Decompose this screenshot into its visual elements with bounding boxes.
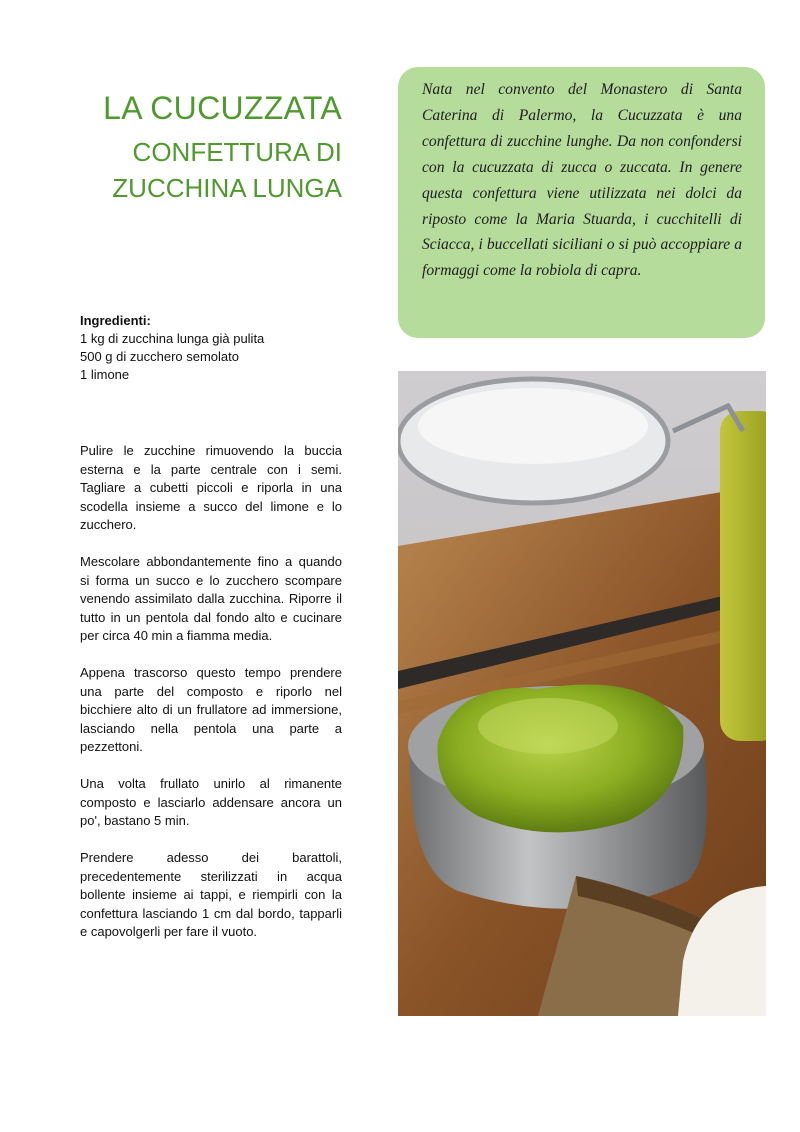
step-paragraph: Prendere adesso dei barattoli, precedentemente sterilizzati in acqua bollente insieme ai tappi, e riempirli con la confettura lasciando 1 cm dal bordo, tapparli e capovolgerli per fare il vuoto. <box>80 850 342 939</box>
subtitle-line-2: ZUCCHINA LUNGA <box>112 173 342 203</box>
jam-photo <box>398 371 766 1016</box>
step-paragraph: Mescolare abbondantemente fino a quando si forma un succo e lo zucchero scompare venendo assimilato dalla zucchina. Riporre il tutto in un pentola dal fondo alto e cucinare per circa 40 min a fiamma media. <box>80 554 342 643</box>
ingredient-item: 1 kg di zucchina lunga già pulita <box>80 331 265 346</box>
subtitle-line-1: CONFETTURA DI <box>132 137 342 167</box>
recipe-title <box>60 88 342 206</box>
ingredients-heading: Ingredienti: <box>80 313 151 328</box>
recipe-steps <box>80 442 342 960</box>
title-main: LA CUCUZZATA <box>103 90 342 126</box>
ingredient-item: 500 g di zucchero semolato <box>80 349 239 364</box>
step-paragraph: Pulire le zucchine rimuovendo la buccia esterna e la parte centrale con i semi. Tagliare a cubetti piccoli e riporla in una scodella insieme a succo del limone e lo zucchero. <box>80 443 342 532</box>
step-paragraph: Appena trascorso questo tempo prendere una parte del composto e riporlo nel bicchiere alto di un frullatore ad immersione, lasciando nella pentola una parte a pezzettoni. <box>80 665 342 754</box>
ingredient-item: 1 limone <box>80 367 130 382</box>
ingredients-section <box>80 312 350 384</box>
ingredients-list <box>80 330 350 384</box>
step-paragraph: Una volta frullato unirlo al rimanente composto e lasciarlo addensare ancora un po', bastano 5 min. <box>80 776 342 828</box>
intro-box: Nata nel convento del Monastero di Santa Caterina di Palermo, la Cucuzzata è una confettura di zucchine lunghe. Da non confondersi con la cucuzzata di zucca o zuccata. In genere questa confettura viene utilizzata nei dolci da riposto come la Maria Stuarda, i cucchitelli di Sciacca, i buccellati siciliani o si può accoppiare a formaggi come la robiola di capra. <box>398 67 765 338</box>
